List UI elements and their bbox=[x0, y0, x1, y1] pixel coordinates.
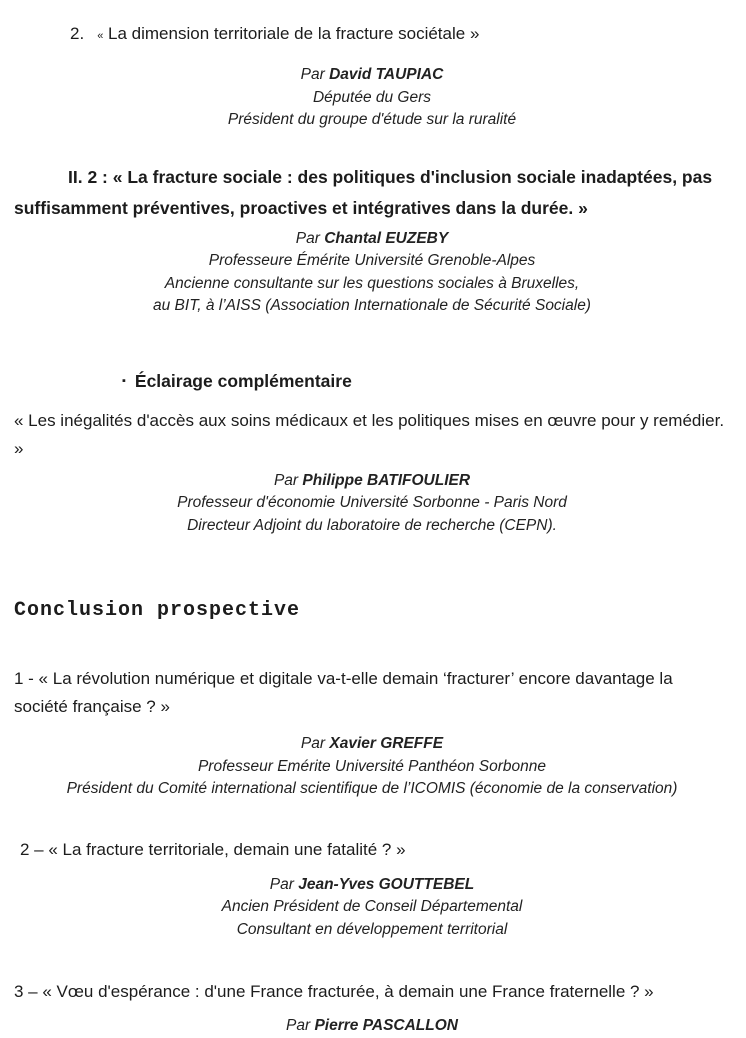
speaker-block-batifoulier bbox=[14, 470, 730, 538]
speaker-credential: au BIT, à l’AISS (Association Internationale de Sécurité Sociale) bbox=[153, 297, 591, 314]
par-label: Par bbox=[300, 735, 330, 752]
par-label: Par bbox=[300, 66, 330, 83]
speaker-name: Jean-Yves GOUTTEBEL bbox=[298, 875, 475, 893]
speaker-credential: Professeure Émérite Université Grenoble-Alpes bbox=[208, 252, 536, 269]
speaker-credential: Professeur Emérite Université Panthéon Sorbonne bbox=[197, 757, 547, 775]
conclusion-question-3: 3 – « Vœu d'espérance : d'une France fracturée, à demain une France fraternelle ? » bbox=[14, 982, 654, 1001]
par-label: Par bbox=[286, 1017, 315, 1034]
speaker-credential: Professeur d'économie Université Sorbonne - Paris Nord bbox=[177, 494, 567, 511]
speaker-block-greffe bbox=[14, 733, 730, 801]
speaker-credential: Président du Comité international scientifique de l’ICOMIS (économie de la conservation) bbox=[66, 780, 678, 797]
par-label: Par bbox=[273, 471, 303, 489]
square-bullet-icon: ▪ bbox=[122, 374, 126, 387]
agenda-item-2-territorial-title bbox=[70, 21, 730, 49]
conclusion-heading: Conclusion prospective bbox=[14, 599, 301, 622]
speaker-par-line bbox=[14, 64, 730, 87]
speaker-name: Chantal EUZEBY bbox=[324, 229, 449, 247]
eclairage-heading-text: Éclairage complémentaire bbox=[134, 370, 352, 391]
speaker-par-line bbox=[14, 1015, 730, 1038]
item-number: 2. bbox=[70, 24, 85, 43]
speaker-block-euzeby bbox=[14, 228, 730, 318]
speaker-credential: Consultant en développement territorial bbox=[236, 920, 508, 938]
speaker-credential: Députée du Gers bbox=[312, 88, 432, 106]
eclairage-heading bbox=[122, 368, 730, 394]
speaker-par-line bbox=[14, 470, 730, 493]
item-title-text: La dimension territoriale de la fracture sociétale » bbox=[103, 24, 480, 43]
par-label: Par bbox=[269, 875, 299, 893]
speaker-credential: Président du groupe d'étude sur la ruralité bbox=[227, 111, 517, 128]
speaker-block-pascallon bbox=[14, 1015, 730, 1038]
open-guillemet: « bbox=[97, 30, 104, 42]
speaker-par-line bbox=[14, 228, 730, 251]
speaker-par-line bbox=[14, 874, 730, 897]
conclusion-question-2: 2 – « La fracture territoriale, demain une fatalité ? » bbox=[20, 839, 406, 859]
par-label: Par bbox=[295, 229, 325, 247]
speaker-credential: Directeur Adjoint du laboratoire de recherche (CEPN). bbox=[187, 516, 557, 534]
speaker-block-gouttebel bbox=[14, 874, 730, 942]
speaker-block-taupiac bbox=[14, 64, 730, 132]
speaker-credential: Ancienne consultante sur les questions sociales à Bruxelles, bbox=[164, 274, 580, 292]
speaker-name: Xavier GREFFE bbox=[329, 735, 444, 752]
speaker-name: David TAUPIAC bbox=[329, 66, 444, 83]
speaker-name: Pierre PASCALLON bbox=[314, 1017, 458, 1034]
conclusion-question-1: 1 - « La révolution numérique et digitale va-t-elle demain ‘fracturer’ encore davantage la société française ? » bbox=[14, 669, 673, 716]
eclairage-quote: « Les inégalités d'accès aux soins médicaux et les politiques mises en œuvre pour y remédier. » bbox=[14, 410, 725, 458]
section-ii2-heading: II. 2 : « La fracture sociale : des politiques d'inclusion sociale inadaptées, pas suffisamment préventives, proactives et intégratives dans la durée. » bbox=[14, 166, 713, 218]
speaker-name: Philippe BATIFOULIER bbox=[302, 471, 471, 489]
speaker-par-line bbox=[14, 733, 730, 756]
speaker-credential: Ancien Président de Conseil Départemental bbox=[221, 898, 523, 915]
